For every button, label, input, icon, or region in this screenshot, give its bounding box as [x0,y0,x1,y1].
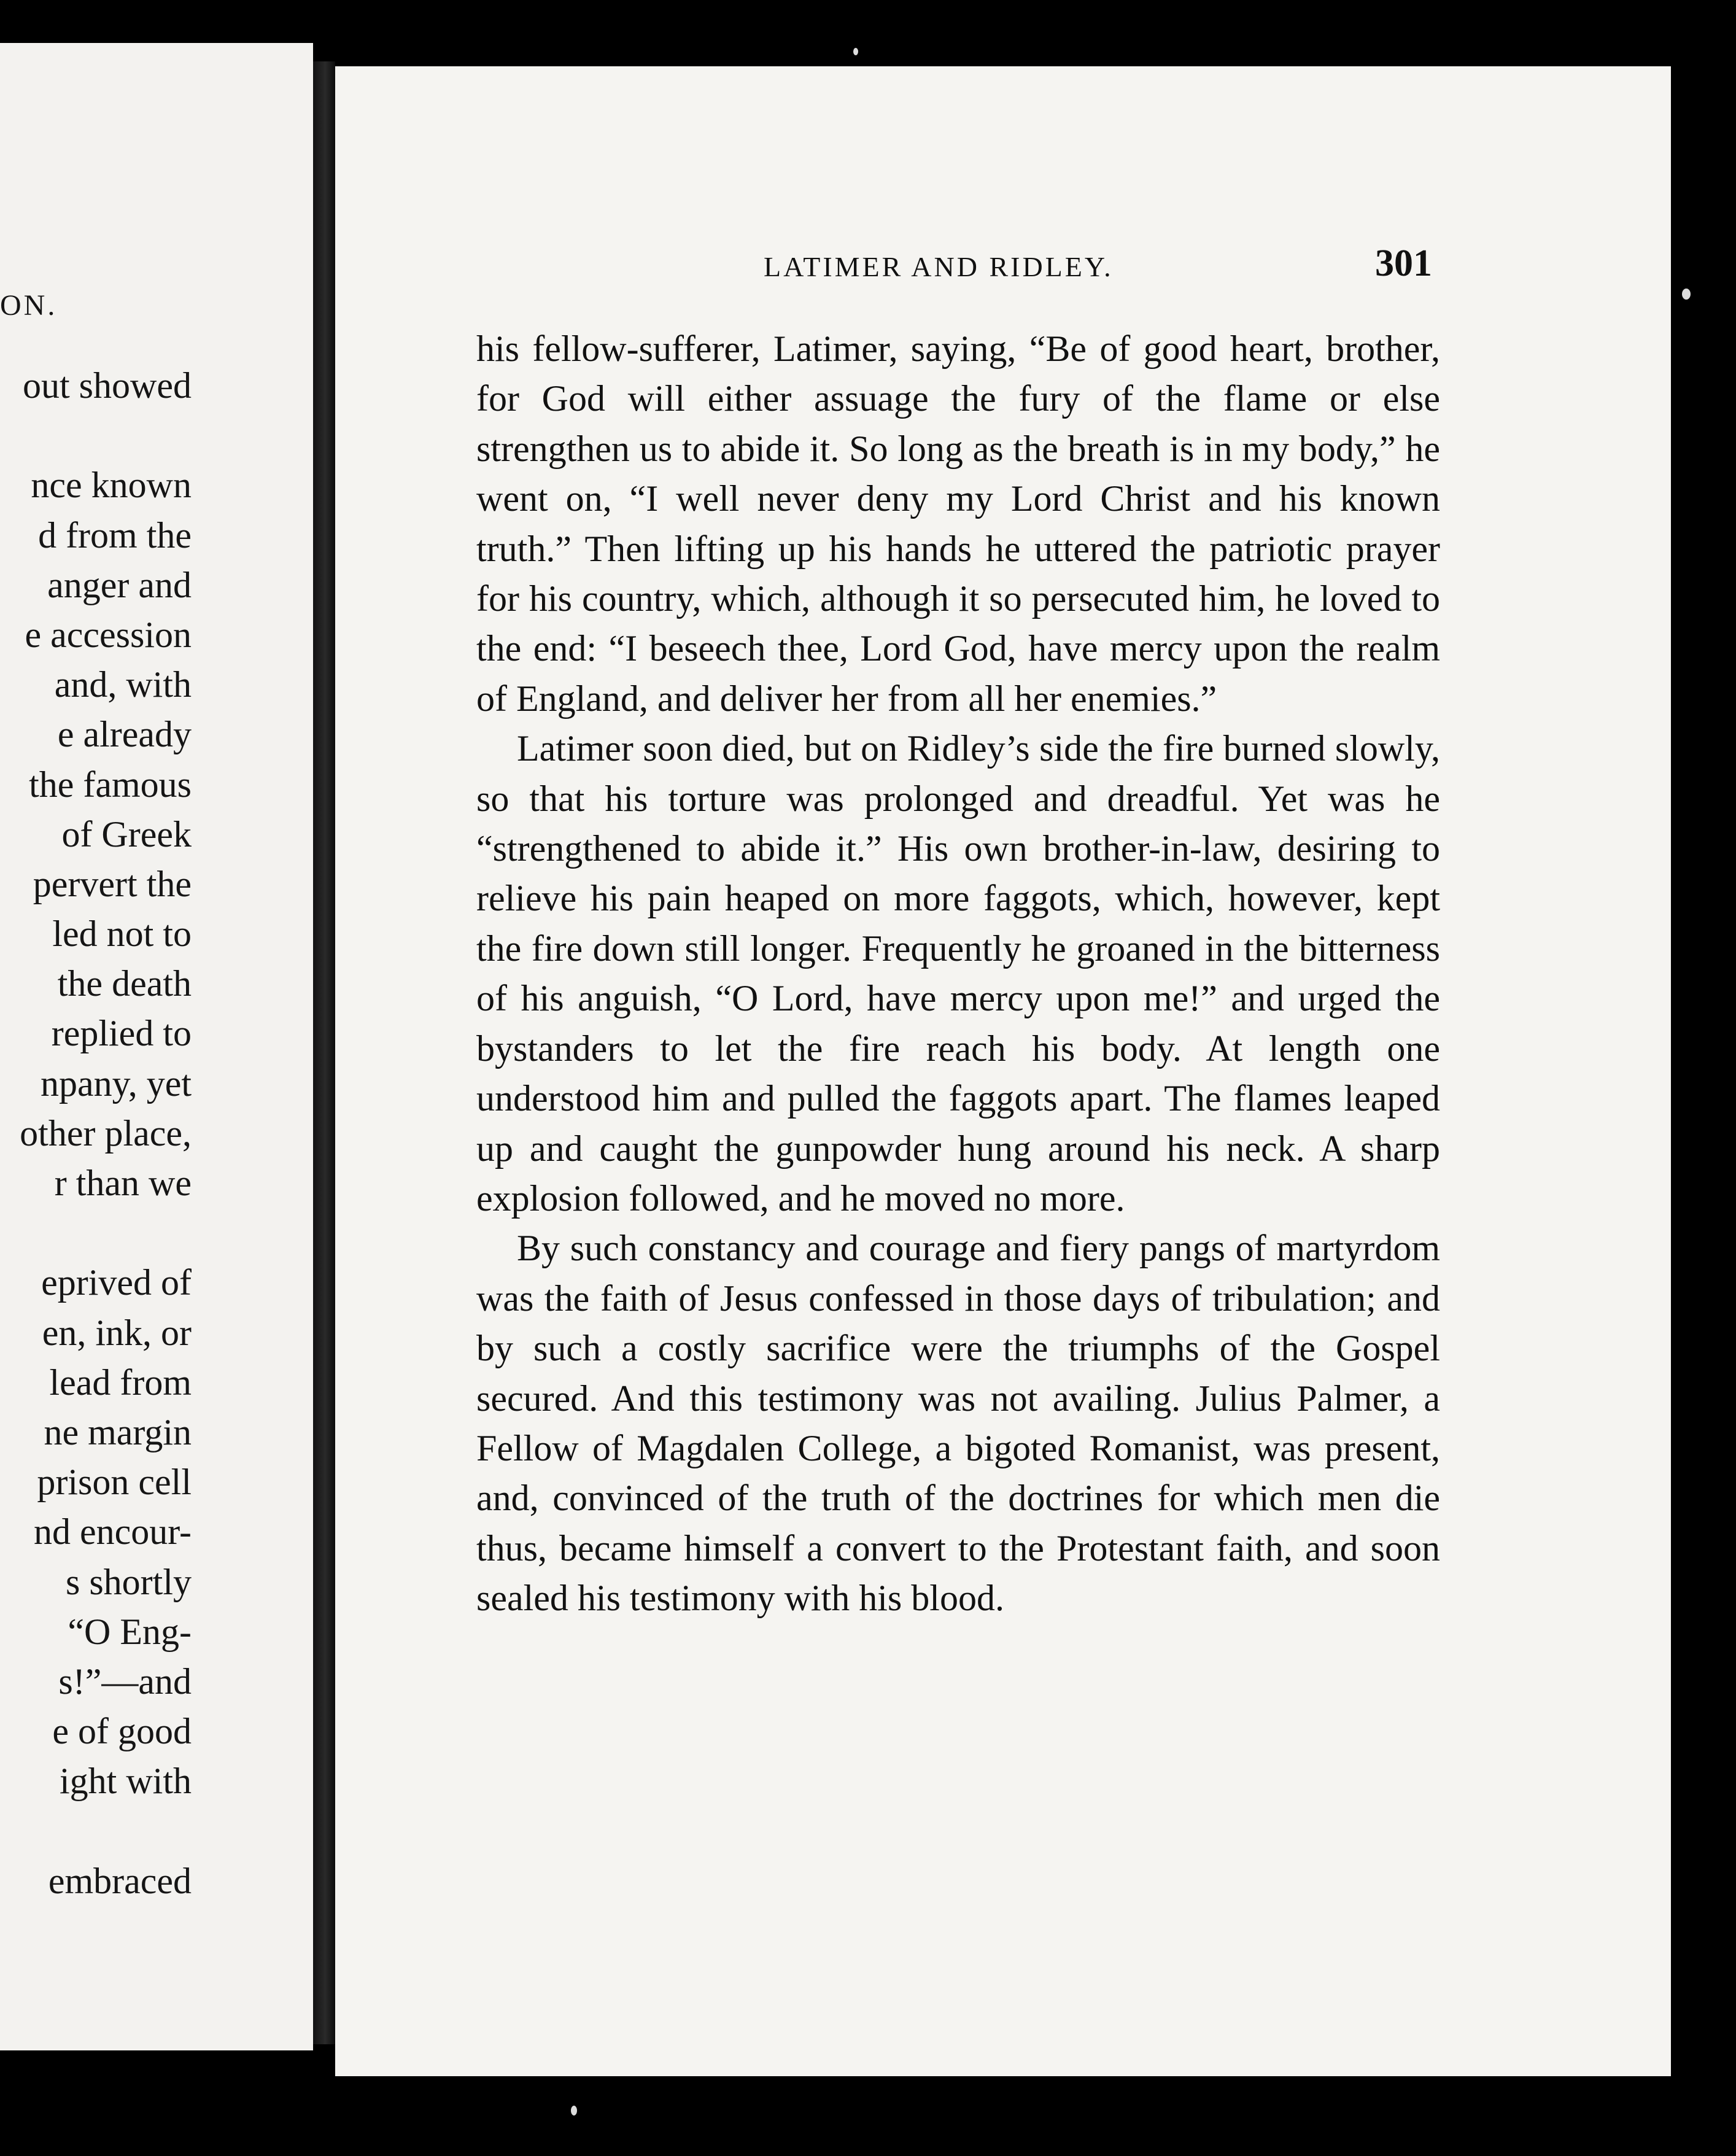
book-gutter [313,61,335,2044]
left-text-line: e already [57,714,192,755]
left-line-gap [20,1806,192,1856]
paragraph: his fellow-sufferer, Latimer, saying, “Be of good heart, brother, for God will either assuage the fury of the flame or else strengthen us to abide it. So long as the breath is in my body,” he went on, “I well never deny my Lord Christ and his known truth.” Then lifting up his hands he uttered the patriotic prayer for his country, which, although it so persecuted him, he loved to the end: “I beseech thee, Lord God, have mercy upon the realm of England, and deliver her from all her enemies.” [476,328,1440,719]
left-text-line: and, with [54,664,192,705]
left-text-line: “O Eng- [68,1611,192,1652]
left-running-head: ON. [0,289,58,322]
left-page-fragment [0,43,313,2050]
left-text-line: the death [57,963,192,1004]
left-text-line: d from the [38,514,192,556]
left-line-gap [20,411,192,460]
scan-speck [1682,289,1691,300]
left-text-line: r than we [54,1163,192,1203]
left-page-text [20,361,192,1906]
left-text-line: ne margin [44,1411,192,1452]
left-text-line: of Greek [61,813,192,855]
left-text-line: nce known [31,465,192,506]
left-text-line: other place, [20,1112,192,1154]
left-text-line: e accession [25,614,192,655]
scan-speck [571,2106,577,2115]
left-text-line: embraced [48,1860,192,1901]
page-number: 301 [1375,242,1432,284]
left-text-line: lead from [49,1362,192,1403]
page-body [476,324,1440,1624]
scan-speck [853,48,858,55]
left-text-line: out showed [23,365,192,406]
left-text-line: eprived of [41,1262,192,1303]
paragraph: By such constancy and courage and fiery pangs of martyrdom was the faith of Jesus confessed in those days of tribulation; and by such a costly sacrifice were the triumphs of the Gospel secured. And this testimony was not availing. Julius Palmer, a Fellow of Magdalen College, a bigoted Romanist, was present, and, convinced of the truth of the doctrines for which men die thus, became himself a convert to the Protestant faith, and soon sealed his testimony with his blood. [476,1228,1440,1619]
left-text-line: replied to [51,1013,192,1054]
left-text-line: ight with [59,1761,192,1802]
left-text-line: en, ink, or [42,1312,192,1353]
left-text-line: pervert the [33,863,192,904]
paragraph: Latimer soon died, but on Ridley’s side the fire burned slowly, so that his torture was prolonged and dreadful. Yet was he “strengthened to abide it.” His own brother-in-law, desiring to relieve his pain heaped on more faggots, which, however, kept the fire down still longer. Frequently he groaned in the bitterness of his anguish, “O Lord, have mercy upon me!” and urged the bystanders to let the fire reach his body. At length one understood him and pulled the faggots apart. The flames leaped up and caught the gunpowder hung around his neck. A sharp explosion followed, and he moved no more. [476,728,1440,1219]
left-text-line: s!”—and [58,1661,192,1702]
running-head: LATIMER AND RIDLEY. [764,251,1114,282]
left-text-line: nd encour- [33,1511,192,1553]
left-text-line: the famous [29,764,192,805]
book-page [335,66,1671,2076]
left-line-gap [20,1208,192,1258]
left-text-line: s shortly [65,1561,192,1602]
left-text-line: prison cell [37,1462,192,1503]
left-text-line: npany, yet [40,1063,192,1104]
left-text-line: anger and [47,564,192,605]
left-text-line: e of good [52,1711,192,1752]
left-text-line: led not to [52,913,192,955]
